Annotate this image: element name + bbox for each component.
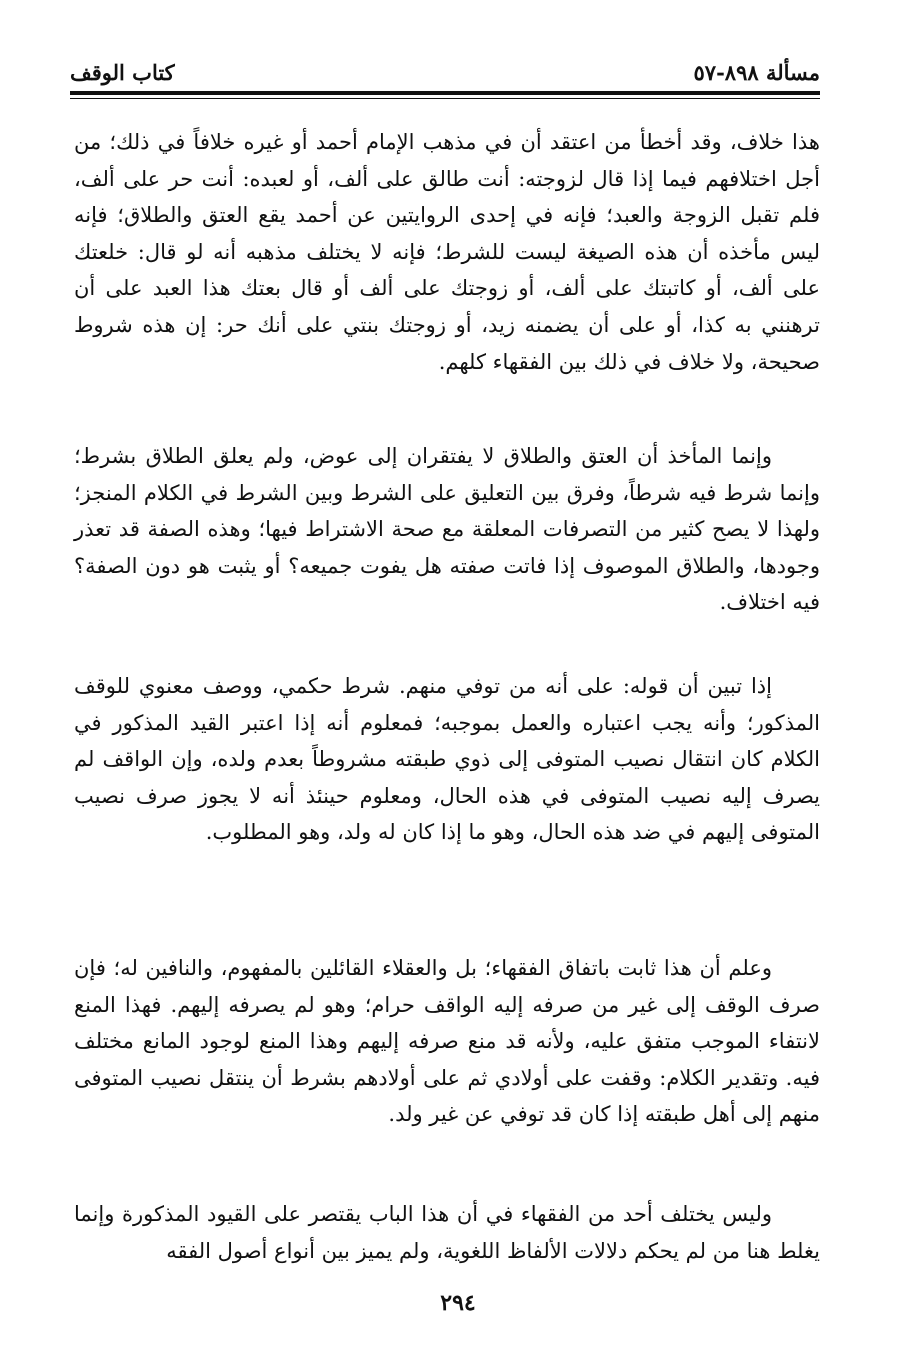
paragraph-text: وليس يختلف أحد من الفقهاء في أن هذا الباب يقتصر على القيود المذكورة وإنما يغلط هنا من لم يحكم دلالات الألفاظ اللغوية، ولم يميز بين أنواع أصول الفقه bbox=[74, 1202, 820, 1263]
header-rule-thin bbox=[70, 98, 820, 99]
book-title: كتاب الوقف bbox=[70, 60, 175, 85]
paragraph-3 bbox=[74, 668, 820, 851]
running-header bbox=[70, 54, 820, 94]
header-rule-thick bbox=[70, 91, 820, 95]
paragraph-text: وعلم أن هذا ثابت باتفاق الفقهاء؛ بل والعقلاء القائلين بالمفهوم، والنافين له؛ فإن صرف الوقف إلى غير من صرفه إليه الواقف حرام؛ وهو لم يصرفه إليهم. فهذا المنع لانتفاء الموجب متفق عليه، ولأنه قد منع صرفه إليهم وهذا المنع لوجود المانع مختلف فيه. وتقدير الكلام: وقفت على أولادي ثم على أولادهم بشرط أن ينتقل نصيب المتوفى منهم إلى أهل طبقته إذا كان قد توفي عن غير ولد. bbox=[74, 956, 820, 1127]
paragraph-5 bbox=[74, 1196, 820, 1269]
paragraph-text: وإنما المأخذ أن العتق والطلاق لا يفتقران إلى عوض، ولم يعلق الطلاق بشرط؛ وإنما شرط فيه شرطاً، وفرق بين التعليق على الشرط وبين الشرط في الكلام المنجز؛ ولهذا لا يصح كثير من التصرفات المعلقة مع صحة الاشتراط فيها؛ وهذه الصفة قد تعذر وجودها، والطلاق الموصوف إذا فاتت صفته هل يفوت جميعه؟ أو يثبت هو دون الصفة؟ فيه اختلاف. bbox=[74, 444, 820, 615]
page-number: ٢٩٤ bbox=[440, 1290, 476, 1316]
paragraph-text: إذا تبين أن قوله: على أنه من توفي منهم. شرط حكمي، ووصف معنوي للوقف المذكور؛ وأنه يجب اعتباره والعمل بموجبه؛ فمعلوم أنه إذا اعتبر القيد المذكور في الكلام كان انتقال نصيب المتوفى إلى ذوي طبقته مشروطاً بعدم ولده، وإن الواقف لم يصرف إليه نصيب المتوفى في هذه الحال، ومعلوم حينئذ أنه لا يجوز صرف نصيب المتوفى إليهم في ضد هذه الحال، وهو ما إذا كان له ولد، وهو المطلوب. bbox=[74, 674, 820, 845]
paragraph-4 bbox=[74, 950, 820, 1133]
issue-number: مسألة ٨٩٨-٥٧ bbox=[693, 60, 820, 85]
paragraph-1 bbox=[74, 124, 820, 380]
paragraph-2 bbox=[74, 438, 820, 621]
paragraph-text: هذا خلاف، وقد أخطأ من اعتقد أن في مذهب الإمام أحمد أو غيره خلافاً في ذلك؛ من أجل اختلافهم فيما إذا قال لزوجته: أنت طالق على ألف، أو لعبده: أنت حر على ألف، فلم تقبل الزوجة والعبد؛ فإنه في إحدى الروايتين عن أحمد يقع العتق والطلاق؛ فإنه ليس مأخذه أن هذه الصيغة ليست للشرط؛ فإنه لا يختلف مذهبه أنه لو قال: خلعتك على ألف، أو كاتبتك على ألف، أو زوجتك على ألف أو قال بعتك هذا العبد على أن ترهنني به كذا، أو على أن يضمنه زيد، أو زوجتك بنتي على أنك حر: إن هذه شروط صحيحة، ولا خلاف في ذلك بين الفقهاء كلهم. bbox=[74, 130, 820, 374]
